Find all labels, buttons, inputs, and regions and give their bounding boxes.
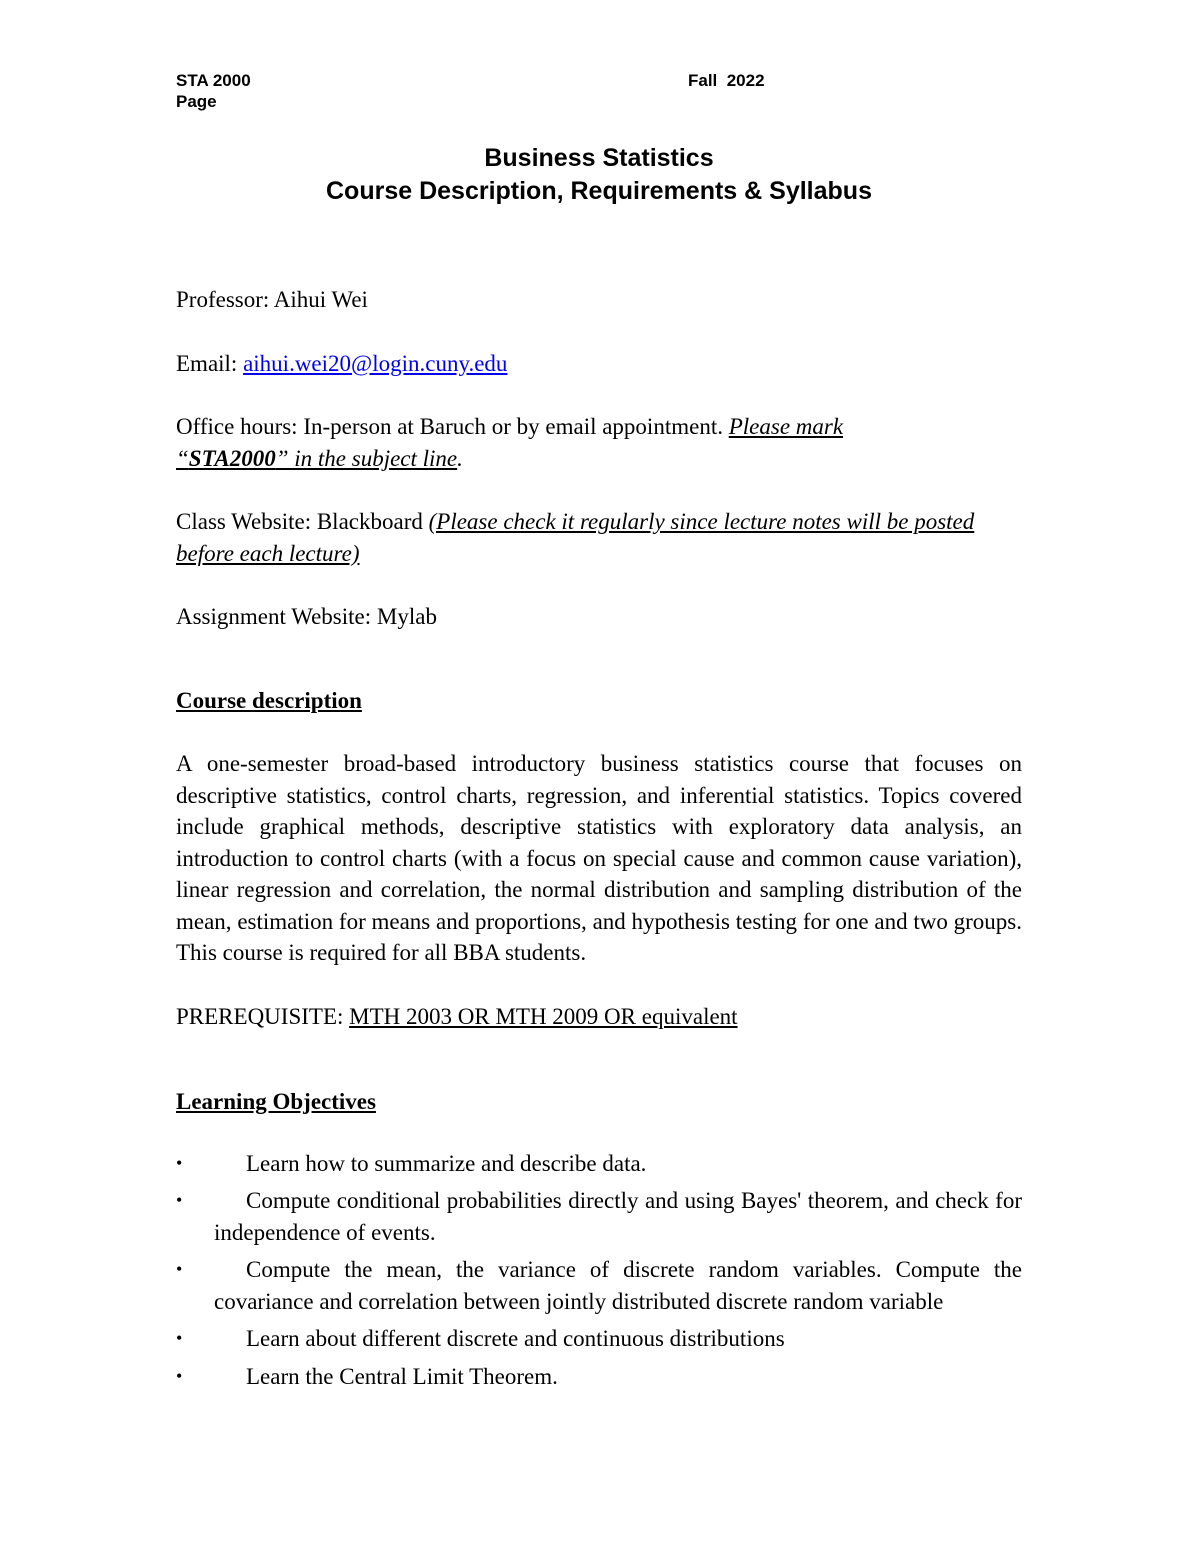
page-header-left bbox=[176, 70, 251, 112]
learning-objectives-list bbox=[176, 1148, 1022, 1393]
list-item bbox=[176, 1361, 1022, 1393]
assignment-website-line bbox=[176, 601, 1022, 633]
email-link[interactable]: aihui.wei20@login.cuny.edu bbox=[243, 350, 508, 376]
class-website-value: Blackboard bbox=[316, 509, 429, 534]
title-line-1: Business Statistics bbox=[484, 144, 714, 172]
prerequisite-label: PREREQUISITE: bbox=[176, 1003, 350, 1029]
bullet-icon: • bbox=[176, 1328, 183, 1348]
document-body bbox=[176, 284, 1022, 1398]
email-line bbox=[176, 348, 1022, 380]
prerequisite-value: MTH 2003 OR MTH 2009 OR equivalent bbox=[349, 1003, 738, 1029]
learning-objectives-heading: Learning Objectives bbox=[176, 1089, 376, 1114]
bullet-icon: • bbox=[176, 1190, 183, 1210]
office-hours-line bbox=[176, 411, 1022, 474]
email-label: Email: bbox=[176, 350, 244, 376]
page-label: Page bbox=[176, 92, 217, 111]
objective-text: Learn about different discrete and continuous distributions bbox=[246, 1326, 785, 1351]
objective-text: Compute conditional probabilities directly and using Bayes' theorem, and check for independence of events. bbox=[214, 1188, 1022, 1245]
office-note-end: . bbox=[457, 445, 463, 471]
objective-text: Learn the Central Limit Theorem. bbox=[246, 1363, 558, 1389]
course-description-body: A one-semester broad-based introductory business statistics course that focuses on descriptive statistics, control charts, regression, and inferential statistics. Topics covered include graphical methods, descriptive statistics with exploratory data analysis, an introduction to control charts (with a focus on special cause and common cause variation), linear regression and correlation, the normal distribution and sampling distribution of the mean, estimation for means and proportions, and hypothesis testing for one and two groups. This course is required for all BBA students. bbox=[176, 751, 1022, 965]
assignment-website-value: Mylab bbox=[376, 604, 437, 629]
office-hours-text: In-person at Baruch or by email appointment. bbox=[303, 414, 729, 439]
term-label: Fall 2022 bbox=[688, 71, 765, 90]
objective-text: Learn how to summarize and describe data. bbox=[246, 1150, 647, 1176]
bullet-icon: • bbox=[176, 1259, 183, 1279]
assignment-website-label: Assignment Website: bbox=[176, 604, 377, 629]
bullet-icon: • bbox=[176, 1152, 183, 1173]
office-note-open-quote: “ bbox=[176, 445, 189, 471]
professor-line bbox=[176, 284, 1022, 316]
title-line-2: Course Description, Requirements & Syllabus bbox=[326, 177, 872, 205]
professor-name: Aihui Wei bbox=[273, 287, 368, 312]
list-item bbox=[176, 1148, 1022, 1180]
class-website-label: Class Website: bbox=[176, 509, 317, 534]
class-website-note: (Please check it regularly since lecture notes will be posted before each lecture) bbox=[176, 509, 975, 566]
list-item bbox=[176, 1254, 1022, 1317]
list-item bbox=[176, 1323, 1022, 1355]
class-website-line bbox=[176, 506, 1022, 569]
course-description-heading: Course description bbox=[176, 687, 362, 713]
professor-label: Professor: bbox=[176, 287, 274, 312]
list-item bbox=[176, 1185, 1022, 1248]
office-note-part-2: ” in the subject line bbox=[275, 445, 458, 471]
document-title bbox=[176, 142, 1022, 208]
prerequisite-line bbox=[176, 1001, 1022, 1033]
office-note-code: STA2000 bbox=[188, 445, 276, 471]
objective-text: Compute the mean, the variance of discrete random variables. Compute the covariance and correlation between jointly distributed discrete random variable bbox=[214, 1257, 1022, 1314]
bullet-icon: • bbox=[176, 1365, 183, 1386]
office-hours-label: Office hours: bbox=[176, 414, 304, 439]
course-code: STA 2000 bbox=[176, 71, 251, 90]
office-note-part-1: Please mark bbox=[728, 414, 844, 439]
